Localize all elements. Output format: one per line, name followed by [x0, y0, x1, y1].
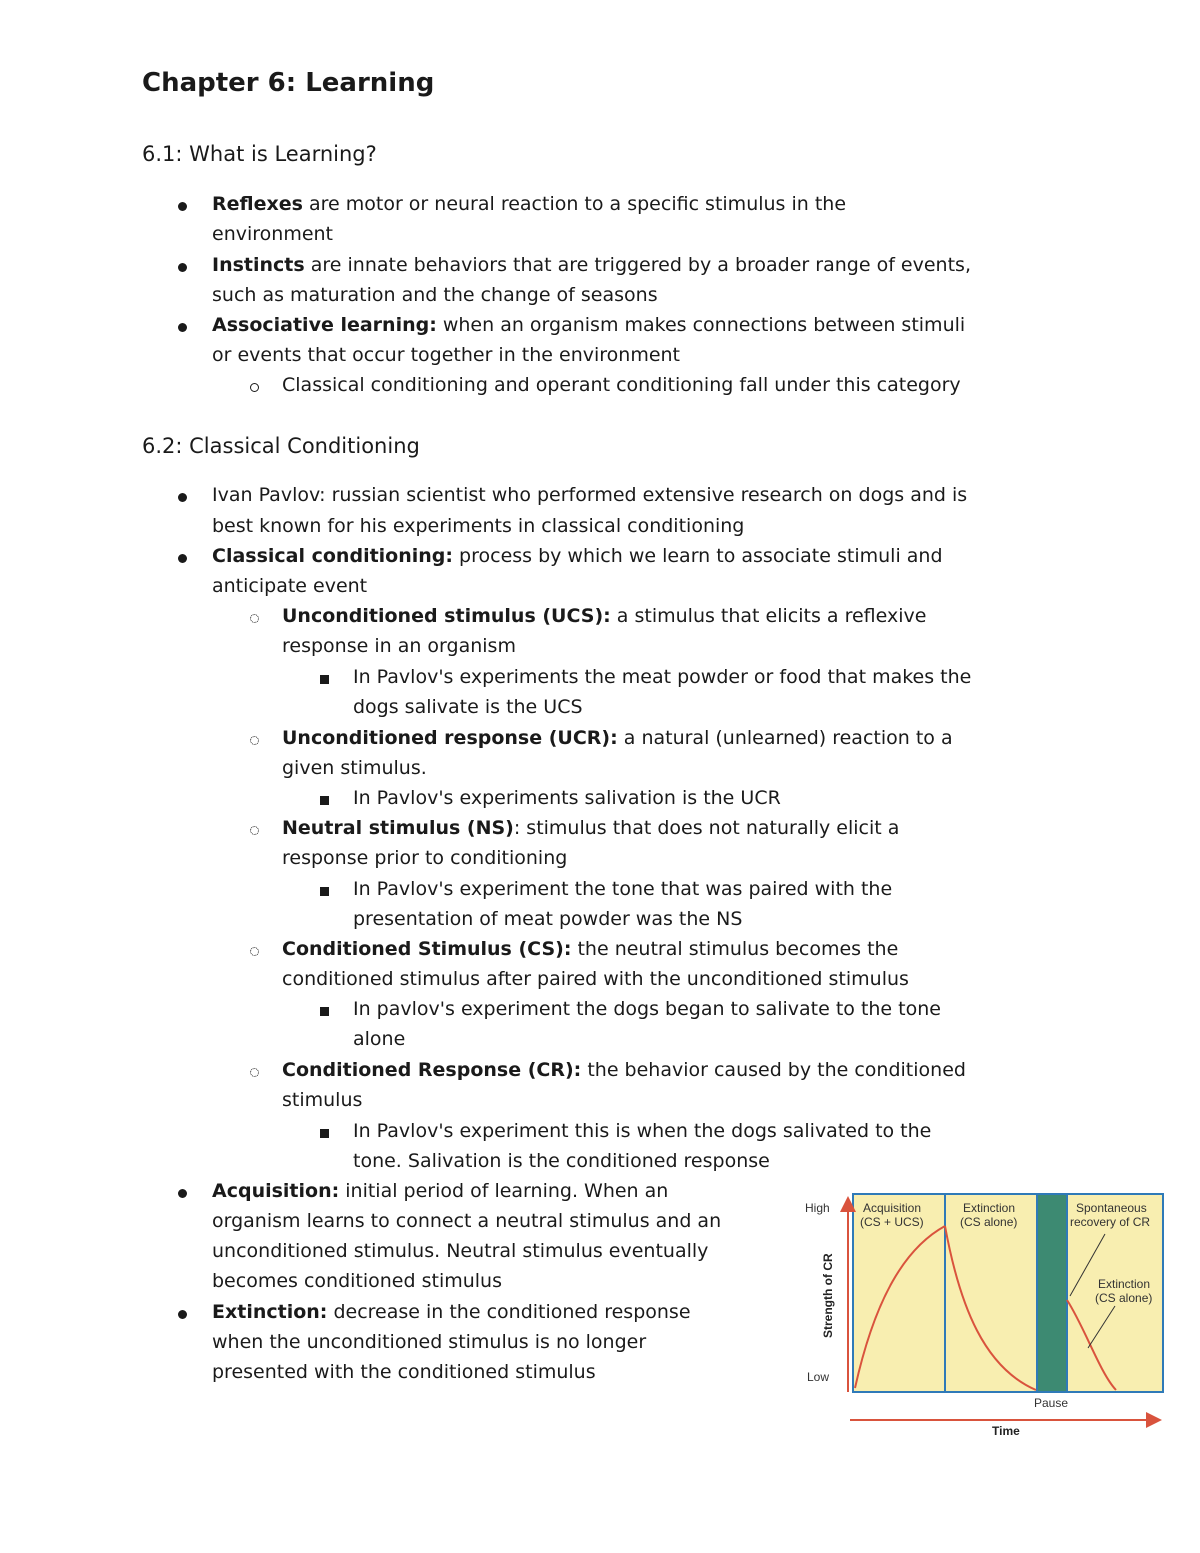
acquisition-line-1: Acquisition: initial period of learning. When an: [212, 1180, 669, 1202]
phase-extinction-l2: (CS alone): [960, 1215, 1018, 1229]
pavlov-line-1: Ivan Pavlov: russian scientist who performed extensive research on dogs and is: [212, 484, 968, 506]
chapter-title: Chapter 6: Learning: [142, 68, 435, 98]
extinction-line-1: Extinction: decrease in the conditioned response: [212, 1301, 691, 1323]
reflexes-line-2: environment: [212, 223, 334, 245]
ucr-line-2: given stimulus.: [282, 757, 427, 779]
extinction-line-2: when the unconditioned stimulus is no longer: [212, 1331, 647, 1353]
y-tick-low: Low: [807, 1370, 830, 1384]
bullet-icon: [178, 1310, 187, 1319]
cs-example-2: alone: [353, 1028, 406, 1050]
cs-example-1: In pavlov's experiment the dogs began to salivate to the tone: [353, 998, 941, 1020]
conditioning-chart: [800, 1188, 1175, 1443]
cs-line-1: Conditioned Stimulus (CS): the neutral stimulus becomes the: [282, 938, 899, 960]
ucs-example-2: dogs salivate is the UCS: [353, 696, 583, 718]
associative-sub: Classical conditioning and operant conditioning fall under this category: [282, 374, 961, 396]
phase-pause: Pause: [1034, 1396, 1069, 1410]
associative-line-1: Associative learning: when an organism makes connections between stimuli: [212, 314, 966, 336]
phase-acquisition-l2: (CS + UCS): [860, 1215, 924, 1229]
extinction-line-3: presented with the conditioned stimulus: [212, 1361, 596, 1383]
y-tick-high: High: [805, 1201, 830, 1215]
ucs-example-1: In Pavlov's experiments the meat powder or food that makes the: [353, 666, 972, 688]
acquisition-line-2: organism learns to connect a neutral stimulus and an: [212, 1210, 722, 1232]
phase-extinction-l1: Extinction: [963, 1201, 1016, 1215]
square-bullet-icon: [320, 796, 329, 805]
ns-line-1: Neutral stimulus (NS): stimulus that does not naturally elicit a: [282, 817, 900, 839]
ucr-example-1: In Pavlov's experiments salivation is the UCR: [353, 787, 781, 809]
x-axis-label: Time: [992, 1424, 1020, 1438]
hollow-bullet-icon: [250, 383, 259, 392]
dotted-bullet-icon: [250, 947, 259, 956]
bullet-icon: [178, 554, 187, 563]
cr-line-1: Conditioned Response (CR): the behavior caused by the conditioned: [282, 1059, 966, 1081]
square-bullet-icon: [320, 1129, 329, 1138]
ns-example-1: In Pavlov's experiment the tone that was paired with the: [353, 878, 893, 900]
instincts-line-2: such as maturation and the change of seasons: [212, 284, 658, 306]
bullet-icon: [178, 493, 187, 502]
pavlov-line-2: best known for his experiments in classical conditioning: [212, 515, 745, 537]
phase-recovery-l1: Spontaneous: [1076, 1201, 1147, 1215]
ns-line-2: response prior to conditioning: [282, 847, 568, 869]
cc-line-1: Classical conditioning: process by which we learn to associate stimuli and: [212, 545, 943, 567]
cr-example-1: In Pavlov's experiment this is when the dogs salivated to the: [353, 1120, 932, 1142]
bullet-icon: [178, 263, 187, 272]
associative-line-2: or events that occur together in the environment: [212, 344, 681, 366]
cs-line-2: conditioned stimulus after paired with the unconditioned stimulus: [282, 968, 909, 990]
bullet-icon: [178, 323, 187, 332]
ucs-line-2: response in an organism: [282, 635, 516, 657]
inner-extinction-l1: Extinction: [1098, 1277, 1151, 1291]
reflexes-line-1: Reflexes are motor or neural reaction to a specific stimulus in the: [212, 193, 847, 215]
square-bullet-icon: [320, 1007, 329, 1016]
dotted-bullet-icon: [250, 614, 259, 623]
section-heading-6-1: 6.1: What is Learning?: [142, 142, 377, 166]
bullet-icon: [178, 202, 187, 211]
acquisition-line-3: unconditioned stimulus. Neutral stimulus eventually: [212, 1240, 709, 1262]
bullet-icon: [178, 1189, 187, 1198]
inner-extinction-l2: (CS alone): [1095, 1291, 1153, 1305]
square-bullet-icon: [320, 675, 329, 684]
dotted-bullet-icon: [250, 1068, 259, 1077]
dotted-bullet-icon: [250, 736, 259, 745]
cr-line-2: stimulus: [282, 1089, 363, 1111]
cc-line-2: anticipate event: [212, 575, 368, 597]
dotted-bullet-icon: [250, 826, 259, 835]
pause-panel: [1037, 1194, 1067, 1392]
phase-acquisition-l1: Acquisition: [863, 1201, 922, 1215]
y-axis-label: Strength of CR: [821, 1253, 835, 1338]
ns-example-2: presentation of meat powder was the NS: [353, 908, 743, 930]
section-heading-6-2: 6.2: Classical Conditioning: [142, 434, 420, 458]
square-bullet-icon: [320, 887, 329, 896]
ucr-line-1: Unconditioned response (UCR): a natural (unlearned) reaction to a: [282, 727, 953, 749]
cr-example-2: tone. Salivation is the conditioned response: [353, 1150, 770, 1172]
instincts-line-1: Instincts are innate behaviors that are triggered by a broader range of events,: [212, 254, 971, 276]
acquisition-line-4: becomes conditioned stimulus: [212, 1270, 502, 1292]
ucs-line-1: Unconditioned stimulus (UCS): a stimulus that elicits a reflexive: [282, 605, 927, 627]
phase-recovery-l2: recovery of CR: [1070, 1215, 1151, 1229]
